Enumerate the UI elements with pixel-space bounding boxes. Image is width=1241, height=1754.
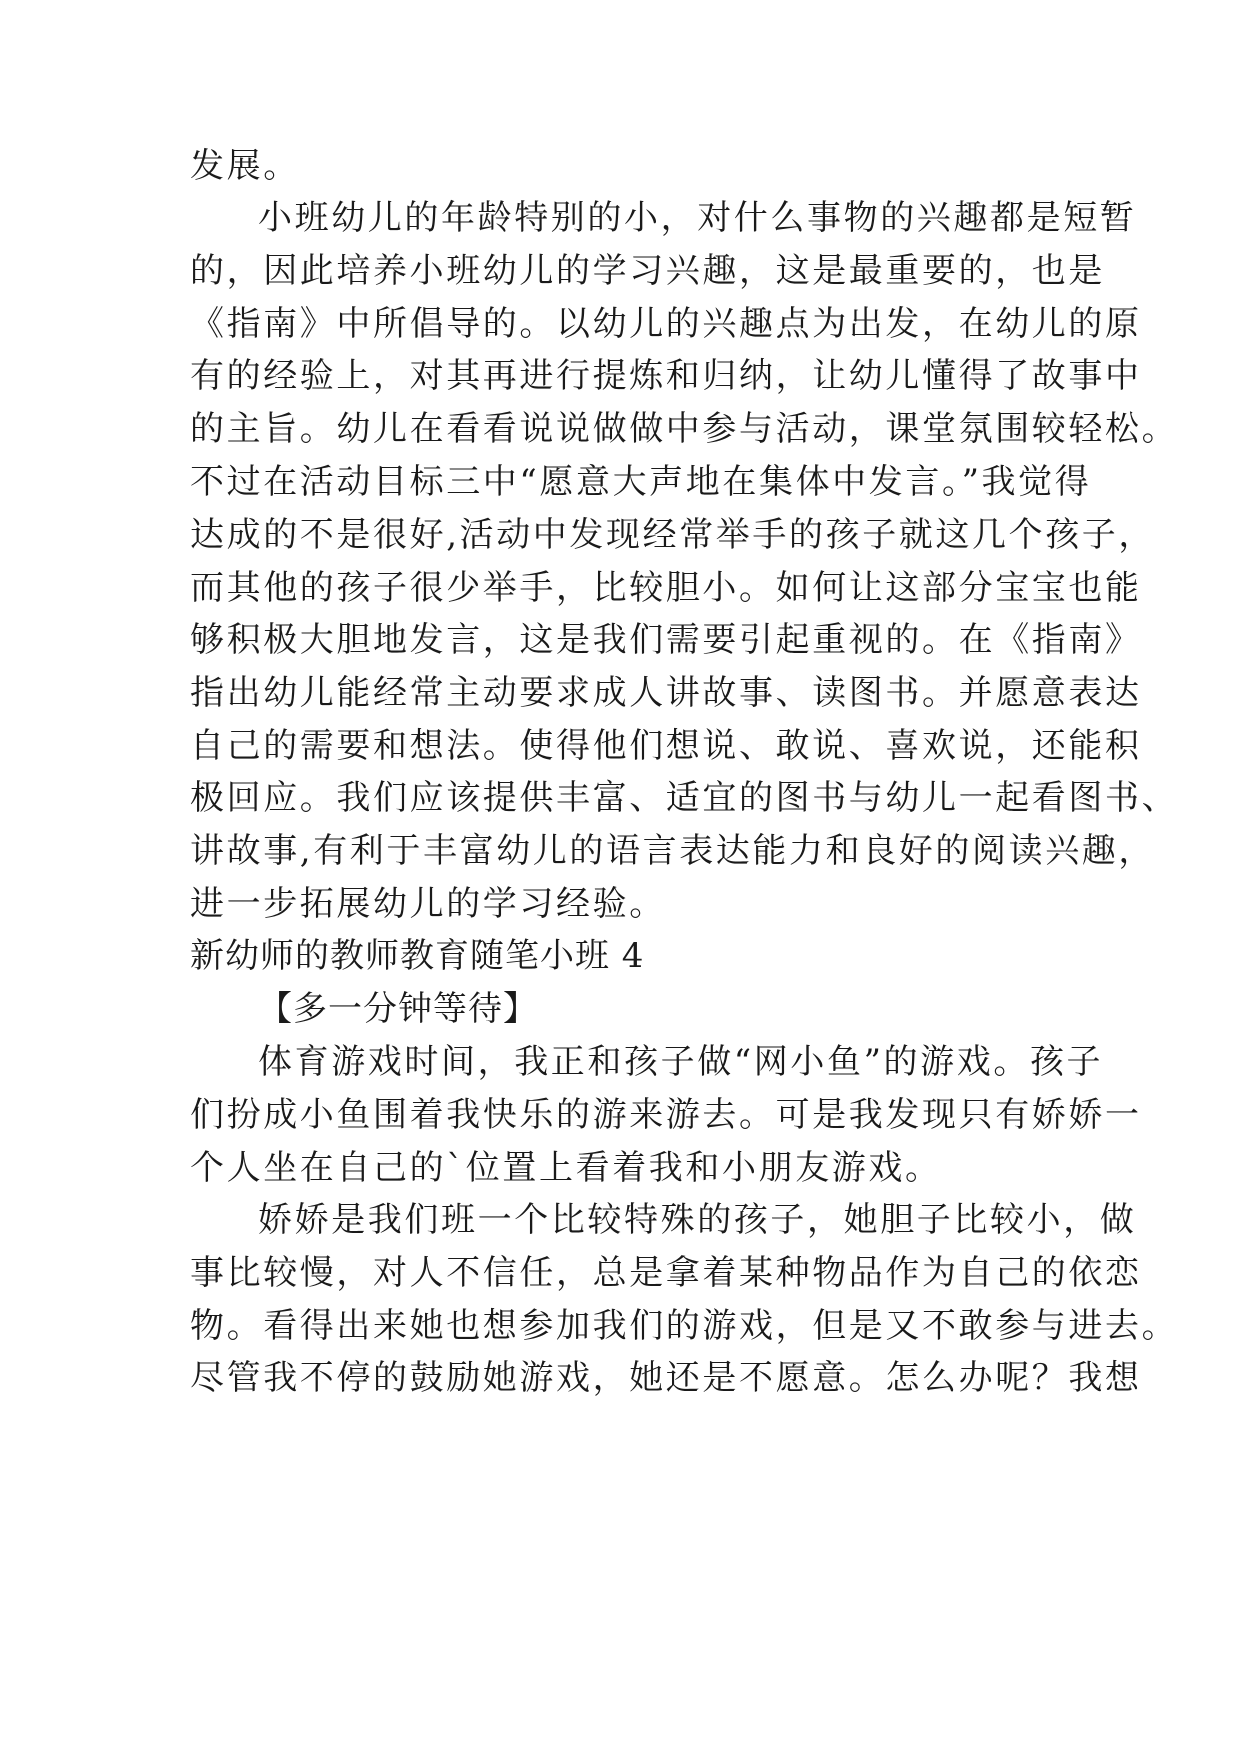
paragraph-line: 有的经验上，对其再进行提炼和归纳，让幼儿懂得了故事中 xyxy=(190,356,1142,396)
section-subheading: 【多一分钟等待】 xyxy=(258,989,538,1029)
paragraph-line: 讲故事,有利于丰富幼儿的语言表达能力和良好的阅读兴趣， xyxy=(190,831,1156,871)
paragraph-line: 们扮成小鱼围着我快乐的游来游去。可是我发现只有娇娇一 xyxy=(190,1095,1142,1135)
paragraph-line: 而其他的孩子很少举手，比较胆小。如何让这部分宝宝也能 xyxy=(190,568,1142,608)
paragraph-line: 极回应。我们应该提供丰富、适宜的图书与幼儿一起看图书、 xyxy=(190,778,1179,818)
paragraph-line: 发展。 xyxy=(190,146,300,186)
paragraph-line: 够积极大胆地发言，这是我们需要引起重视的。在《指南》 xyxy=(190,620,1142,660)
paragraph-line: 娇娇是我们班一个比较特殊的孩子，她胆子比较小，做 xyxy=(258,1200,1137,1240)
paragraph-line: 个人坐在自己的`位置上看着我和小朋友游戏。 xyxy=(190,1148,942,1188)
paragraph-line: 的，因此培养小班幼儿的学习兴趣，这是最重要的，也是 xyxy=(190,251,1105,291)
paragraph-line: 达成的不是很好,活动中发现经常举手的孩子就这几个孩子， xyxy=(190,515,1156,555)
paragraph-line: 体育游戏时间，我正和孩子做“网小鱼”的游戏。孩子 xyxy=(258,1042,1104,1082)
paragraph-line: 物。看得出来她也想参加我们的游戏，但是又不敢参与进去。 xyxy=(190,1306,1179,1346)
paragraph-line: 事比较慢，对人不信任，总是拿着某种物品作为自己的依恋 xyxy=(190,1253,1142,1293)
paragraph-line: 《指南》中所倡导的。以幼儿的兴趣点为出发，在幼儿的原 xyxy=(190,304,1142,344)
paragraph-line: 尽管我不停的鼓励她游戏，她还是不愿意。怎么办呢？我想 xyxy=(190,1358,1142,1398)
paragraph-line: 自己的需要和想法。使得他们想说、敢说、喜欢说，还能积 xyxy=(190,726,1142,766)
paragraph-line: 小班幼儿的年龄特别的小，对什么事物的兴趣都是短暂 xyxy=(258,198,1137,238)
section-heading: 新幼师的教师教育随笔小班 4 xyxy=(190,936,645,976)
paragraph-line: 指出幼儿能经常主动要求成人讲故事、读图书。并愿意表达 xyxy=(190,673,1142,713)
paragraph-line: 的主旨。幼儿在看看说说做做中参与活动，课堂氛围较轻松。 xyxy=(190,409,1179,449)
paragraph-line: 进一步拓展幼儿的学习经验。 xyxy=(190,884,666,924)
paragraph-line: 不过在活动目标三中“愿意大声地在集体中发言。”我觉得 xyxy=(190,462,1092,502)
